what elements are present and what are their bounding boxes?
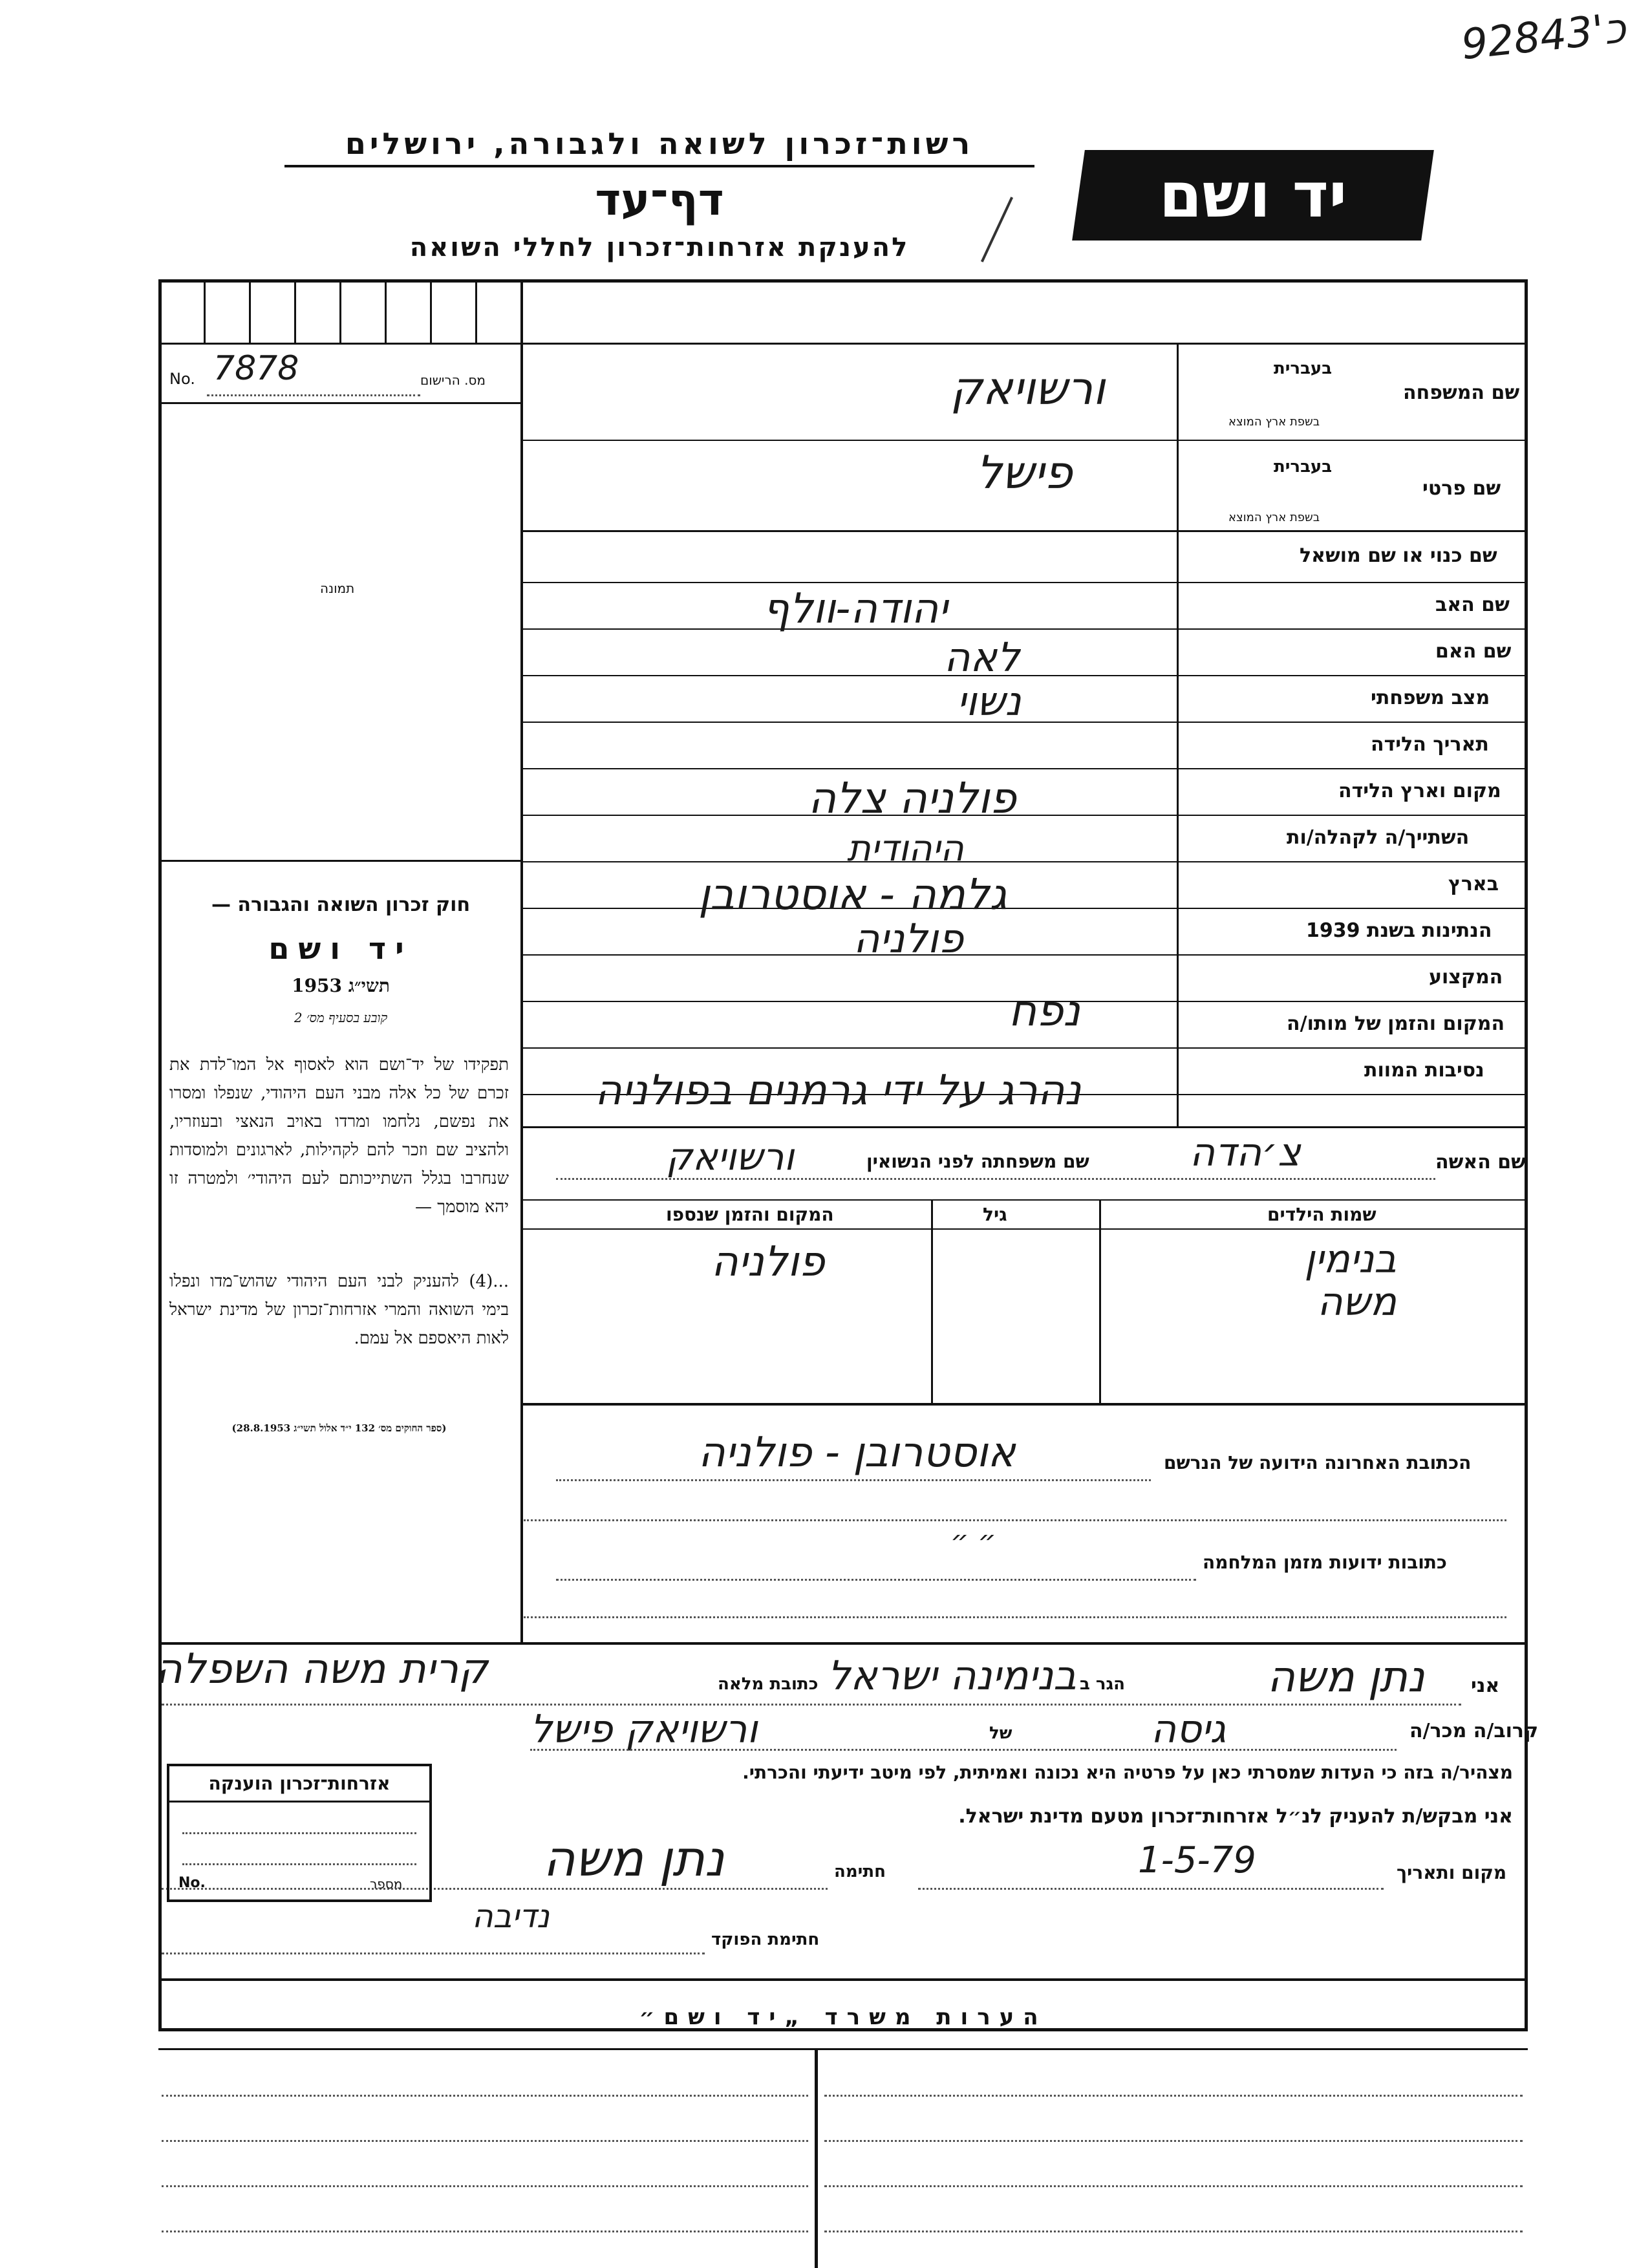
death-cause-label: נסיבות המוות — [1364, 1059, 1484, 1082]
law-name: יד ושם — [268, 931, 413, 966]
citizenship-label: הנתינות בשנת 1939 — [1306, 919, 1492, 942]
children-col-names: שמות הילדים — [1267, 1204, 1376, 1225]
yad-vashem-logo — [1072, 150, 1434, 241]
birth-place-label: מקום וארץ הלידה — [1338, 780, 1501, 802]
declarant-address-label: כתובת מלאה — [718, 1674, 819, 1694]
relative-value: גיסה — [1151, 1707, 1226, 1752]
registration-en-label: No. — [169, 370, 195, 388]
profession-value: נפח — [1009, 986, 1080, 1036]
first-name-value: פישל — [976, 446, 1073, 499]
declarant-resides-label: הגר ב — [1080, 1674, 1126, 1694]
mother-label: שם האם — [1435, 640, 1512, 663]
wife-maiden-value: ורשויאק — [666, 1135, 795, 1179]
father-label: שם האב — [1435, 594, 1510, 616]
surname-label: שם המשפחה — [1403, 381, 1520, 404]
citizenship-box-title: אזרחות־זכרון הוענקה — [169, 1766, 429, 1803]
registration-number: 7878 — [213, 349, 299, 388]
form-subtitle: להענקת אזרחות־זכרון לחללי השואה — [409, 233, 910, 262]
citizenship-granted-box — [167, 1764, 432, 1902]
citizenship-box-number-en: No. — [178, 1875, 206, 1891]
mother-value: לאה — [944, 634, 1020, 681]
of-value: ורשויאק פישל — [530, 1707, 758, 1752]
first-name-label: שם פרטי — [1422, 477, 1501, 500]
first-name-sub-local: בשפת ארץ המוצא — [1228, 511, 1320, 524]
children-col-age: גיל — [983, 1204, 1007, 1225]
address-label: הכתובת האחרונה הידועה של הנרשם — [1164, 1452, 1472, 1473]
form-title: דף־עד — [595, 175, 724, 226]
war-address-label: כתובות ידועות מזמן המלחמה — [1203, 1552, 1447, 1573]
law-year: תשי״ג 1953 — [292, 975, 390, 996]
photo-label: תמונה — [320, 581, 355, 596]
logo-text: יד ושם — [1159, 159, 1347, 231]
first-name-sub-hebrew: בעברית — [1274, 457, 1333, 476]
signature-value: נתן משה — [543, 1830, 725, 1887]
law-citation: (ספר החוקים מס׳ 132 י״ד אלול תשי״ג 28.8.1953) — [231, 1422, 447, 1434]
declarant-i-value: נתן משה — [1267, 1652, 1425, 1702]
top-grid — [158, 282, 520, 343]
relative-label: קרוב/ה מכר/ה — [1409, 1720, 1539, 1742]
officer-value: נדיבה — [472, 1898, 550, 1935]
father-value: יהודה-וולף — [763, 585, 948, 633]
address-value: אוסטרובן - פולניה — [698, 1429, 1016, 1477]
law-clause: קובע בסעיף מס׳ 2 — [294, 1010, 388, 1025]
citizenship-value: פולניה — [853, 915, 964, 962]
archive-stamp-number: כ'92843 — [1459, 4, 1628, 70]
death-place-time-label: המקום והזמן של מותו/ה — [1287, 1012, 1505, 1035]
law-paragraph-1: תפקידו של יד־ושם הוא לאסוף אל המו־לדת את זכרם של כל אלה מבני העם היהודי, שנפלו ומסרו את נפשם, נלחמו ומרדו באויב הנאצי ובעוזריו, ולהציב שם וזכר להם לקהילות, לארגונים ולמוסדות שנחרבו בגלל השתייכותם לעם היהודי׳ ולמטרה זו יהא מוסמך — — [169, 1055, 509, 1217]
birth-place-value: פולניה צלה — [808, 773, 1016, 823]
country-label: בארץ — [1448, 873, 1499, 895]
place-date-label: מקום ותאריך — [1397, 1862, 1507, 1883]
officer-label: חתימת הפוקד — [711, 1930, 820, 1949]
children-place-value: פולניה — [711, 1238, 825, 1286]
country-value: גלמה - אוסטרובן — [698, 870, 1007, 919]
notes-title: הערות משרד „יד ושם״ — [639, 2004, 1047, 2030]
birth-date-label: תאריך הלידה — [1371, 733, 1489, 756]
declarant-request: אני מבקש/ת להעניק לנ״ל אזרחות־זכרון מטעם מדינת ישראל. — [958, 1805, 1513, 1828]
of-label: של — [989, 1724, 1012, 1743]
war-address-value: ״ ״ — [950, 1524, 996, 1557]
wife-label: שם האשה — [1435, 1151, 1526, 1173]
authority-line: רשות־זכרון לשואה ולגבורה, ירושלים — [284, 126, 1034, 167]
children-col-place: המקום והזמן שנספו — [666, 1204, 834, 1225]
marital-value: נשוי — [957, 678, 1022, 725]
nickname-label: שם כנוי או שם מושאל — [1300, 544, 1497, 567]
declarant-address-value: קרית משה השפלה — [155, 1645, 488, 1693]
wife-value: צ׳הדה — [1190, 1130, 1301, 1175]
signature-label: חתימה — [834, 1862, 886, 1881]
declarant-statement: מצהיר/ה בזה כי העדות שמסרתי כאן על פרטיה היא נכונה ואמיתית, לפי מיטב ידיעתי והכרתי. — [742, 1762, 1513, 1783]
registration-he-label: מס. הרישום — [420, 372, 486, 388]
declarant-i-label: אני — [1471, 1674, 1500, 1697]
children-names-value: בנימין משה — [1304, 1237, 1397, 1325]
surname-sub-hebrew: בעברית — [1274, 359, 1333, 378]
community-label: השתייך/ה לקהלה/ות — [1287, 826, 1470, 849]
death-cause-value: נהרג על ידי גרמנים בפולניה — [595, 1067, 1082, 1115]
place-date-value: 1-5-79 — [1138, 1839, 1256, 1881]
surname-value: ורשויאק — [950, 362, 1106, 415]
wife-maiden-label: שם משפחתה לפני הנשואין — [866, 1151, 1089, 1172]
surname-sub-local: בשפת ארץ המוצא — [1228, 415, 1320, 429]
marital-label: מצב משפחתי — [1371, 687, 1490, 709]
declarant-resides-value: בנימינה ישראל — [828, 1652, 1077, 1699]
law-paragraph-2: ...(4) להעניק לבני העם היהודי שהוש־מדו ונפלו בימי השואה והמרי אזרחות־זכרון של מדינת ישראל לאות היאספם אל עמם. — [169, 1272, 509, 1348]
law-title: חוק זכרון השואה והגבורה — — [211, 893, 471, 916]
community-value: היהודית — [847, 828, 964, 870]
citizenship-box-number-label: מספר — [370, 1876, 403, 1892]
profession-label: המקצוע — [1429, 966, 1503, 989]
